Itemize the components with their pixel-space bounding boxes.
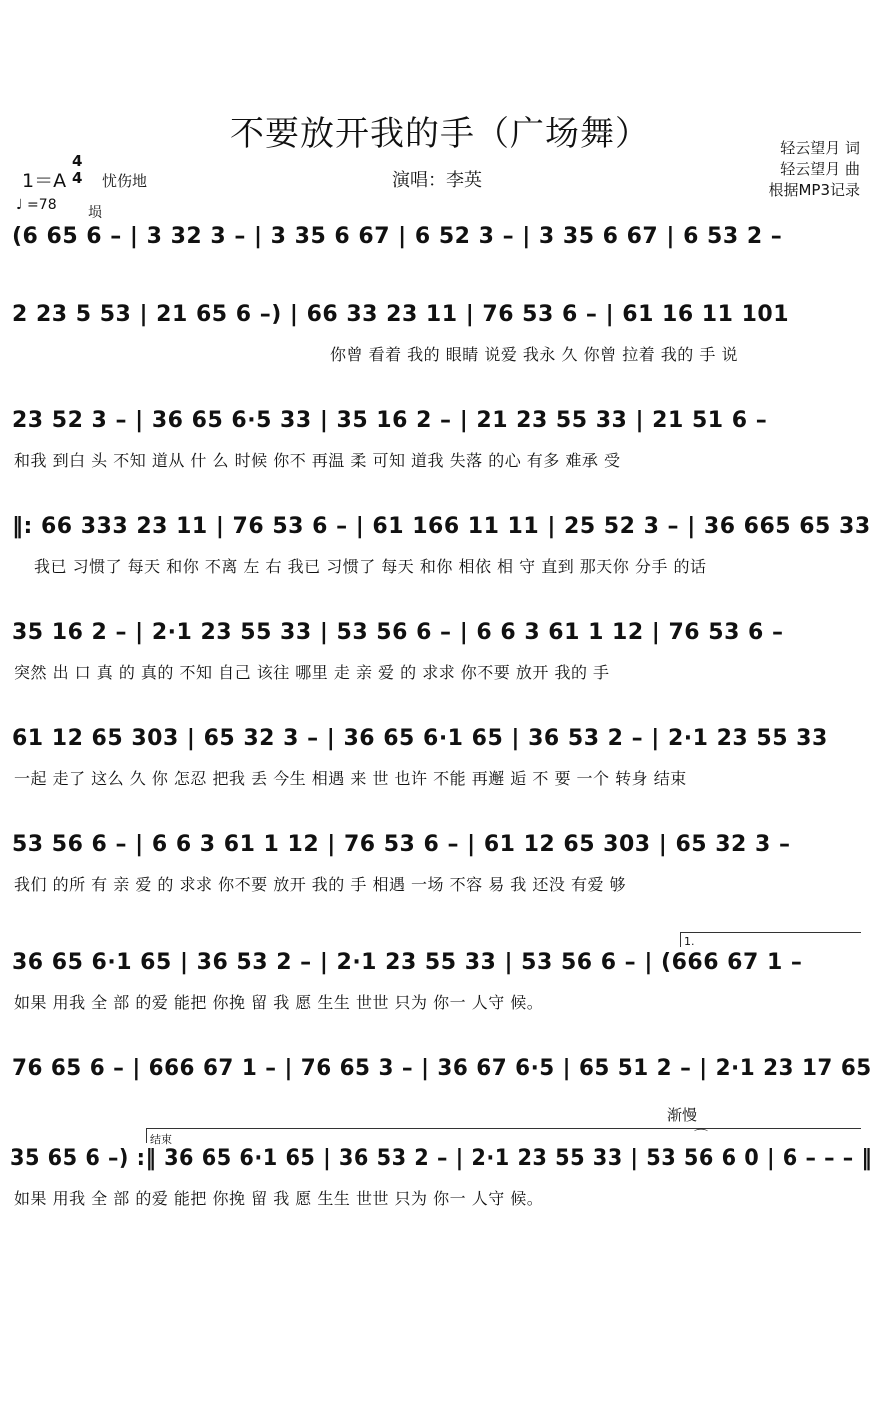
first-ending-bracket (680, 932, 861, 947)
notation-row-10: 35 65 6 –) :‖ 36 65 6·1 65 | 36 53 2 – | 2·1 23 55 33 | 53 56 6 0 | 6 – – – ‖ (10, 1146, 873, 1171)
lyricist-credit: 轻云望月 词 (780, 139, 860, 157)
composer-credit: 轻云望月 曲 (780, 160, 860, 178)
lyrics-row-6: 一起 走了 这么 久 你 怎忍 把我 丢 今生 相遇 来 世 也许 不能 再邂 逅 不 要 一个 转身 结束 (14, 769, 687, 788)
lyrics-row-8: 如果 用我 全 部 的爱 能把 你挽 留 我 愿 生生 世世 只为 你一 人守 候。 (14, 993, 544, 1012)
lyrics-row-5: 突然 出 口 真 的 真的 不知 自己 该往 哪里 走 亲 爱 的 求求 你不要 放开 我的 手 (14, 663, 610, 682)
time-denominator: 4 (72, 169, 83, 187)
song-title: 不要放开我的手（广场舞） (230, 114, 650, 154)
notation-row-2: 2 23 5 53 | 21 65 6 –) | 66 33 23 11 | 76 53 6 – | 61 16 11 101 (12, 302, 790, 327)
notation-row-5: 35 16 2 – | 2·1 23 55 33 | 53 56 6 – | 6 6 3 61 1 12 | 76 53 6 – (12, 620, 784, 645)
notation-row-7: 53 56 6 – | 6 6 3 61 1 12 | 76 53 6 – | 61 12 65 303 | 65 32 3 – (12, 832, 791, 857)
tempo-marking: ♩ =78 (16, 197, 57, 213)
expression-marking: 忧伤地 (102, 172, 148, 190)
notation-row-6: 61 12 65 303 | 65 32 3 – | 36 65 6·1 65 | 36 53 2 – | 2·1 23 55 33 (12, 726, 828, 751)
lyrics-row-10: 如果 用我 全 部 的爱 能把 你挽 留 我 愿 生生 世世 只为 你一 人守 候。 (14, 1189, 544, 1208)
singer-credit: 演唱：李英 (392, 170, 482, 191)
ritardando-marking: 渐慢 (667, 1106, 698, 1124)
transcription-credit: 根据MP3记录 (768, 181, 860, 199)
lyrics-row-7: 我们 的所 有 亲 爱 的 求求 你不要 放开 我的 手 相遇 一场 不容 易 我 还没 有爱 够 (14, 875, 627, 894)
notation-row-1: (6 65 6 – | 3 32 3 – | 3 35 6 67 | 6 52 3 – | 3 35 6 67 | 6 53 2 – (12, 224, 783, 249)
ending-label: 结束 (150, 1133, 172, 1146)
notation-row-4: ‖: 66 333 23 11 | 76 53 6 – | 61 166 11 11 | 25 52 3 – | 36 665 65 33 (12, 514, 871, 539)
key-signature: 1＝A (22, 170, 67, 192)
notation-row-9: 76 65 6 – | 666 67 1 – | 76 65 3 – | 36 67 6·5 | 65 51 2 – | 2·1 23 17 65 (12, 1056, 872, 1081)
fermata-icon: ⌒ (694, 1129, 708, 1145)
time-numerator: 4 (72, 152, 83, 170)
lyrics-row-3: 和我 到白 头 不知 道从 什 么 时候 你不 再温 柔 可知 道我 失落 的心 有多 难承 受 (14, 451, 621, 470)
first-ending-label: 1. (684, 935, 695, 948)
time-signature (72, 153, 82, 187)
instrument-label: 埙 (88, 205, 102, 221)
ending-bracket (146, 1128, 861, 1143)
notation-row-8: 36 65 6·1 65 | 36 53 2 – | 2·1 23 55 33 | 53 56 6 – | (666 67 1 – (12, 950, 803, 975)
notation-row-3: 23 52 3 – | 36 65 6·5 33 | 35 16 2 – | 21 23 55 33 | 21 51 6 – (12, 408, 768, 433)
lyrics-row-4: 我已 习惯了 每天 和你 不离 左 右 我已 习惯了 每天 和你 相依 相 守 直到 那天你 分手 的话 (34, 557, 707, 576)
lyrics-row-2: 你曾 看着 我的 眼睛 说爱 我永 久 你曾 拉着 我的 手 说 (330, 345, 738, 364)
